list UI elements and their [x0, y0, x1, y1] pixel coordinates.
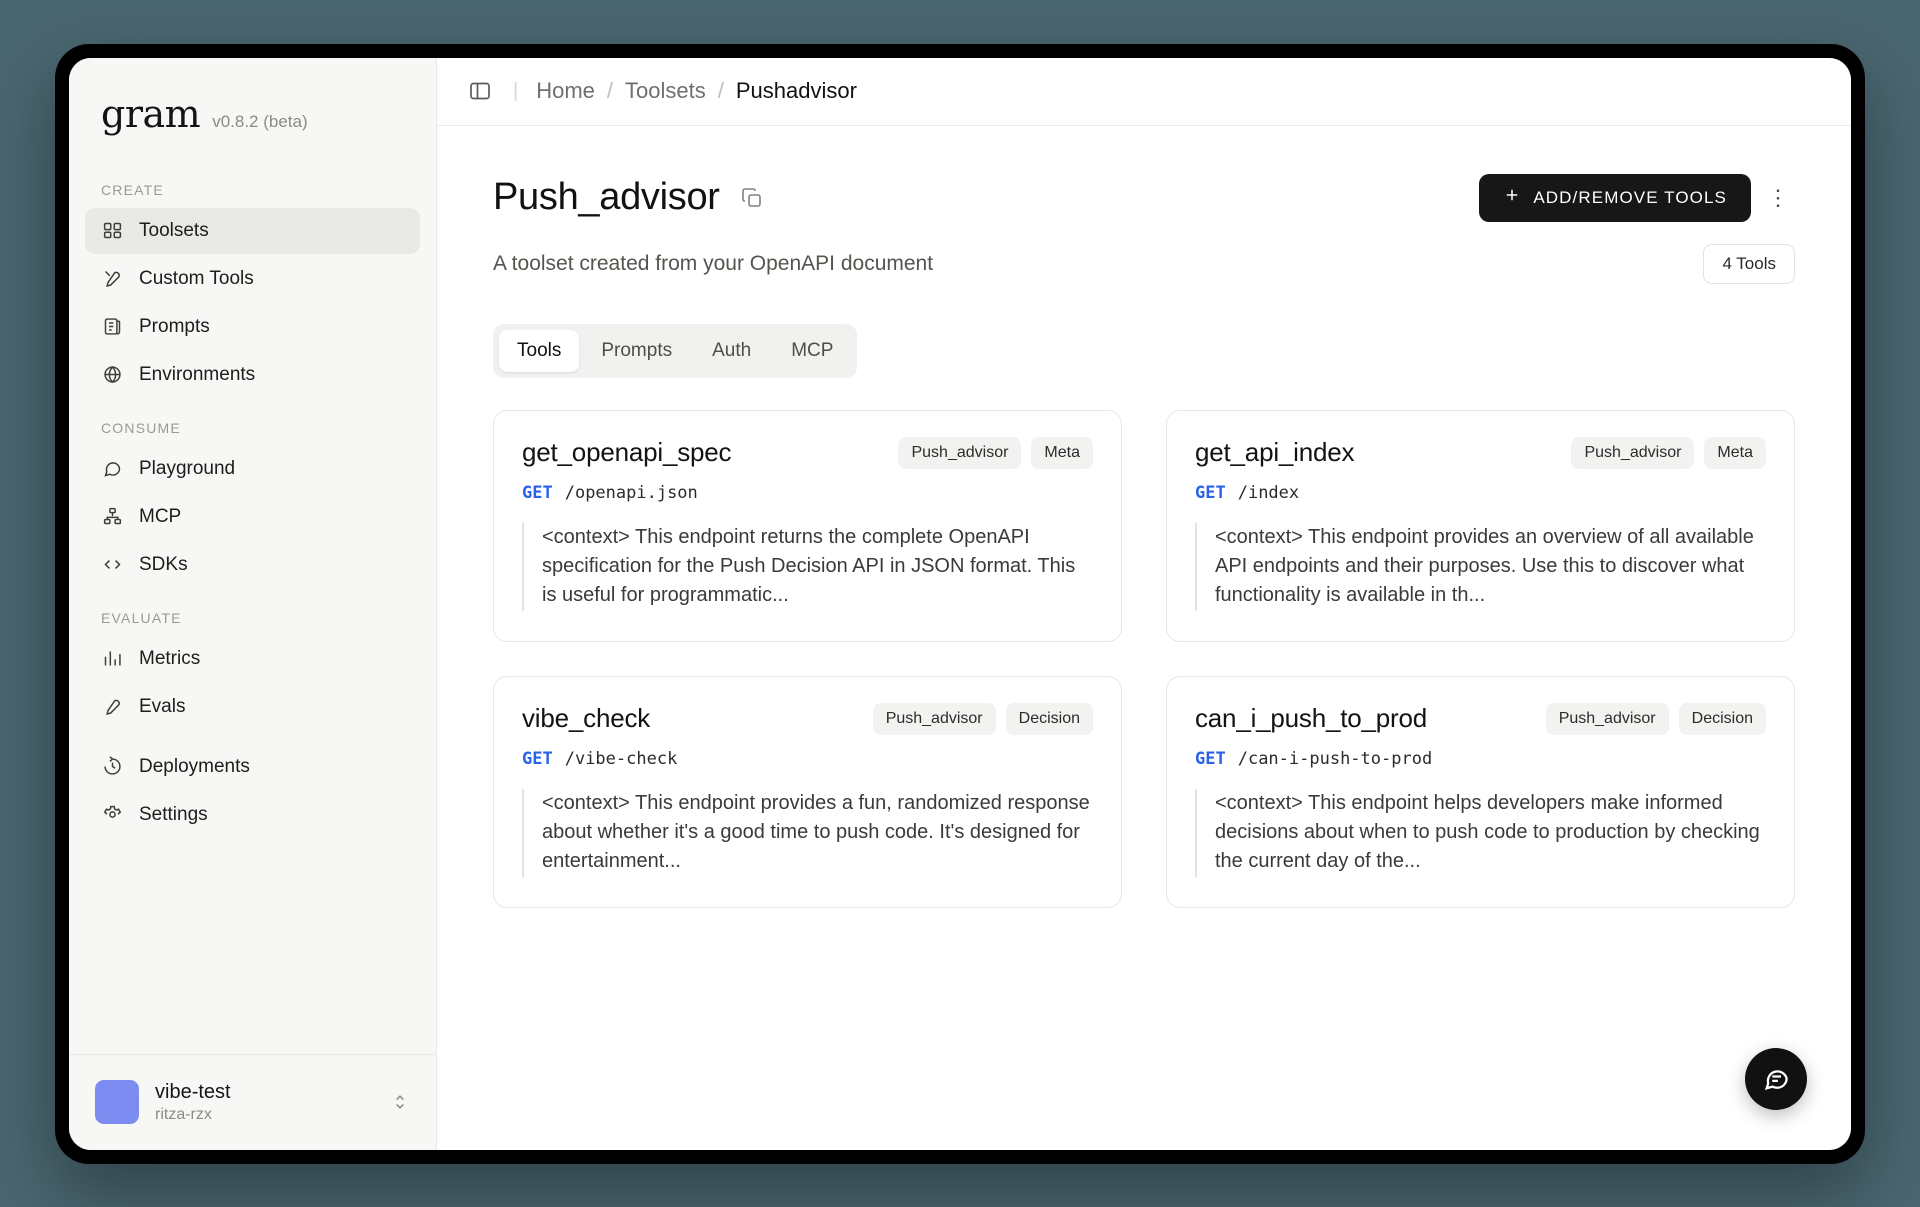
sidebar-item-label: Prompts — [139, 315, 210, 337]
brand — [69, 58, 436, 162]
tool-name: get_api_index — [1195, 436, 1355, 467]
tool-badges — [873, 703, 1093, 735]
sidebar-item-deployments[interactable] — [85, 744, 420, 790]
tool-card-grid — [493, 410, 1795, 908]
plus-icon — [1503, 186, 1521, 209]
copy-icon[interactable] — [738, 184, 766, 212]
endpoint-path: /vibe-check — [564, 748, 678, 769]
sidebar-item-playground[interactable] — [85, 446, 420, 492]
tool-card[interactable] — [493, 410, 1122, 642]
brand-name: gram — [101, 91, 201, 136]
tab-mcp[interactable]: MCP — [773, 330, 851, 372]
breadcrumb-separator: / — [717, 78, 724, 103]
tool-endpoint — [522, 749, 1093, 769]
avatar — [95, 1080, 139, 1124]
sidebar-item-settings[interactable] — [85, 792, 420, 838]
settings-icon — [101, 804, 123, 826]
endpoint-path: /openapi.json — [564, 482, 698, 503]
nav-section-consume-title: CONSUME — [101, 419, 181, 436]
environments-icon — [101, 364, 123, 386]
sidebar-item-custom-tools[interactable] — [85, 256, 420, 302]
status-badge: Push_advisor — [898, 437, 1021, 469]
add-remove-tools-label: ADD/REMOVE TOOLS — [1533, 187, 1727, 207]
tab-auth[interactable]: Auth — [694, 330, 769, 372]
sidebar-item-label: Deployments — [139, 755, 250, 777]
tool-card-header — [1195, 437, 1766, 469]
status-badge: Push_advisor — [1571, 437, 1694, 469]
status-badge: Push_advisor — [1546, 703, 1669, 735]
tool-endpoint — [522, 483, 1093, 503]
metrics-icon — [101, 648, 123, 670]
mcp-icon — [101, 506, 123, 528]
status-badge: Meta — [1031, 437, 1093, 469]
status-badge: Push_advisor — [873, 703, 996, 735]
sidebar-item-label: MCP — [139, 505, 182, 527]
tool-badges — [1546, 703, 1766, 735]
workspace-org: ritza-rzx — [155, 1105, 212, 1123]
tool-card[interactable] — [1166, 410, 1795, 642]
tab-bar — [493, 324, 857, 378]
endpoint-path: /index — [1237, 482, 1300, 503]
sidebar-item-label: Custom Tools — [139, 267, 254, 289]
evals-icon — [101, 696, 123, 718]
nav-section-evaluate-title: EVALUATE — [101, 609, 182, 626]
chevron-up-down-icon — [390, 1092, 410, 1112]
tool-endpoint — [1195, 749, 1766, 769]
http-method: GET — [522, 482, 553, 503]
tool-badges — [1571, 437, 1766, 469]
breadcrumb-current: Pushadvisor — [735, 78, 857, 103]
sidebar-item-evals[interactable] — [85, 684, 420, 730]
tool-card-header — [1195, 703, 1766, 735]
breadcrumb-home[interactable]: Home — [536, 78, 595, 103]
workspace-text — [155, 1080, 374, 1125]
tool-description: <context> This endpoint helps developers make informed decisions about when to push code to production by checking the current day of the... — [1195, 789, 1766, 877]
sidebar-toggle-icon[interactable] — [465, 76, 495, 106]
tool-card[interactable] — [1166, 676, 1795, 908]
workspace-name: vibe-test — [155, 1080, 231, 1103]
http-method: GET — [1195, 482, 1226, 503]
custom-tools-icon — [101, 268, 123, 290]
sidebar-item-prompts[interactable] — [85, 304, 420, 350]
tool-card[interactable] — [493, 676, 1122, 908]
breadcrumb — [536, 78, 857, 104]
tool-description: <context> This endpoint returns the complete OpenAPI specification for the Push Decision API in JSON format. This is useful for programmatic... — [522, 523, 1093, 611]
title-left — [493, 176, 766, 219]
add-remove-tools-button[interactable] — [1479, 174, 1751, 222]
tool-endpoint — [1195, 483, 1766, 503]
status-badge: Decision — [1679, 703, 1766, 735]
playground-icon — [101, 458, 123, 480]
tool-badges — [898, 437, 1093, 469]
toolsets-icon — [101, 220, 123, 242]
sdks-icon — [101, 554, 123, 576]
tool-name: get_openapi_spec — [522, 436, 732, 467]
sidebar-item-label: Metrics — [139, 647, 201, 669]
sidebar-item-sdks[interactable] — [85, 542, 420, 588]
sidebar-item-label: Environments — [139, 363, 256, 385]
sidebar-nav — [69, 162, 436, 1150]
endpoint-path: /can-i-push-to-prod — [1237, 748, 1433, 769]
breadcrumb-toolsets[interactable]: Toolsets — [625, 78, 706, 103]
title-actions — [1479, 174, 1795, 222]
more-options-icon[interactable]: ⋮ — [1767, 184, 1789, 210]
sidebar-item-toolsets[interactable] — [85, 208, 420, 254]
sidebar-item-label: Playground — [139, 457, 236, 479]
tools-count-badge: 4 Tools — [1703, 244, 1795, 284]
brand-version: v0.8.2 (beta) — [212, 111, 308, 131]
nav-divider-gap — [85, 732, 420, 744]
nav-section-create-title: CREATE — [101, 181, 164, 198]
prompts-icon — [101, 316, 123, 338]
deployments-icon — [101, 756, 123, 778]
tool-card-header — [522, 703, 1093, 735]
breadcrumb-separator: / — [606, 78, 614, 103]
subtitle-row — [493, 244, 1795, 284]
tool-description: <context> This endpoint provides an overview of all available API endpoints and their purposes. Use this to discover what functionality is available in th... — [1195, 523, 1766, 611]
chat-bubble-icon[interactable] — [1745, 1048, 1807, 1110]
sidebar-item-label: Evals — [139, 695, 186, 717]
tool-description: <context> This endpoint provides a fun, randomized response about whether it's a good time to push code. It's designed for entertainment... — [522, 789, 1093, 877]
page-content — [437, 126, 1851, 1150]
status-badge: Decision — [1006, 703, 1093, 735]
sidebar-item-environments[interactable] — [85, 352, 420, 398]
topbar-separator: | — [513, 79, 519, 102]
device-frame — [55, 44, 1865, 1164]
workspace-switcher[interactable] — [69, 1054, 436, 1150]
page-subtitle: A toolset created from your OpenAPI document — [493, 251, 934, 275]
page-title: Push_advisor — [493, 176, 720, 218]
main-area — [437, 58, 1851, 1150]
tab-tools[interactable]: Tools — [499, 330, 579, 372]
sidebar-item-mcp[interactable] — [85, 494, 420, 540]
http-method: GET — [522, 748, 553, 769]
app-window — [69, 58, 1851, 1150]
status-badge: Meta — [1704, 437, 1766, 469]
tool-name: can_i_push_to_prod — [1195, 702, 1428, 733]
http-method: GET — [1195, 748, 1226, 769]
sidebar-item-label: SDKs — [139, 553, 188, 575]
tool-name: vibe_check — [522, 702, 651, 733]
tool-card-header — [522, 437, 1093, 469]
tab-prompts[interactable]: Prompts — [583, 330, 690, 372]
sidebar-item-metrics[interactable] — [85, 636, 420, 682]
sidebar — [69, 58, 437, 1150]
top-bar — [437, 58, 1851, 126]
title-row — [493, 174, 1795, 222]
sidebar-item-label: Toolsets — [139, 219, 209, 241]
sidebar-item-label: Settings — [139, 803, 208, 825]
